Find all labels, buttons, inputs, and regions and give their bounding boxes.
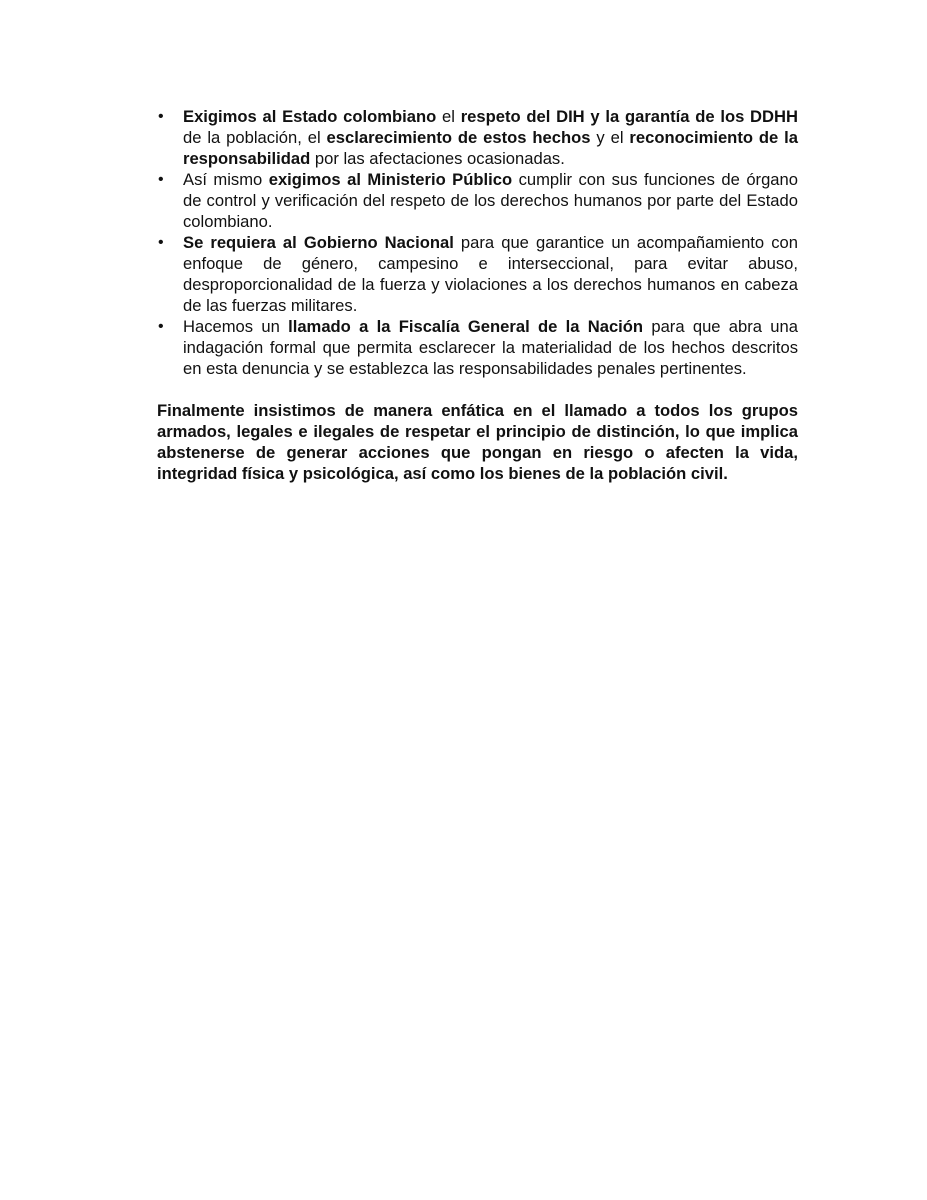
text-regular: de la población, el — [183, 128, 327, 147]
closing-paragraph: Finalmente insistimos de manera enfática en el llamado a todos los grupos armados, legales e ilegales de respetar el principio de distinción, lo que implica abstenerse de generar acciones que pongan en riesgo o afecten la vida, integridad física y psicológica, así como los bienes de la población civil. — [157, 401, 798, 483]
text-bold: exigimos al Ministerio Público — [268, 170, 513, 189]
list-item — [157, 316, 798, 379]
text-bold: reconocimiento de la responsabilidad — [183, 128, 798, 168]
bullet-icon: • — [158, 318, 164, 335]
document-body — [157, 106, 798, 501]
text-regular: cumplir con sus funciones de órgano de control y verificación del respeto de los derechos humanos por parte del Estado colombiano. — [183, 170, 798, 231]
text-bold: respeto del DIH y la garantía de los DDHH — [460, 107, 798, 126]
text-regular: el — [436, 107, 461, 126]
list-item — [157, 169, 798, 232]
text-bold: esclarecimiento de estos hechos — [326, 128, 591, 147]
bullet-icon: • — [158, 108, 164, 125]
demands-list — [157, 106, 798, 379]
text-regular: Así mismo — [183, 170, 269, 189]
text-regular: Hacemos un — [183, 317, 289, 336]
text-regular: por las afectaciones ocasionadas. — [310, 149, 565, 168]
list-item — [157, 106, 798, 169]
text-regular: y el — [590, 128, 630, 147]
text-bold: llamado a la Fiscalía General de la Nación — [288, 317, 644, 336]
bullet-icon: • — [158, 234, 164, 251]
text-bold: Exigimos al Estado colombiano — [183, 107, 437, 126]
text-bold: Se requiera al Gobierno Nacional — [183, 233, 454, 252]
list-item — [157, 232, 798, 316]
bullet-icon: • — [158, 171, 164, 188]
text-regular: para que abra una indagación formal que permita esclarecer la materialidad de los hechos descritos en esta denuncia y se establezca las responsabilidades penales pertinentes. — [183, 317, 798, 378]
text-regular: para que garantice un acompañamiento con enfoque de género, campesino e interseccional, para evitar abuso, desproporcionalidad de la fuerza y violaciones a los derechos humanos en cabeza de las fuerzas militares. — [183, 233, 798, 315]
